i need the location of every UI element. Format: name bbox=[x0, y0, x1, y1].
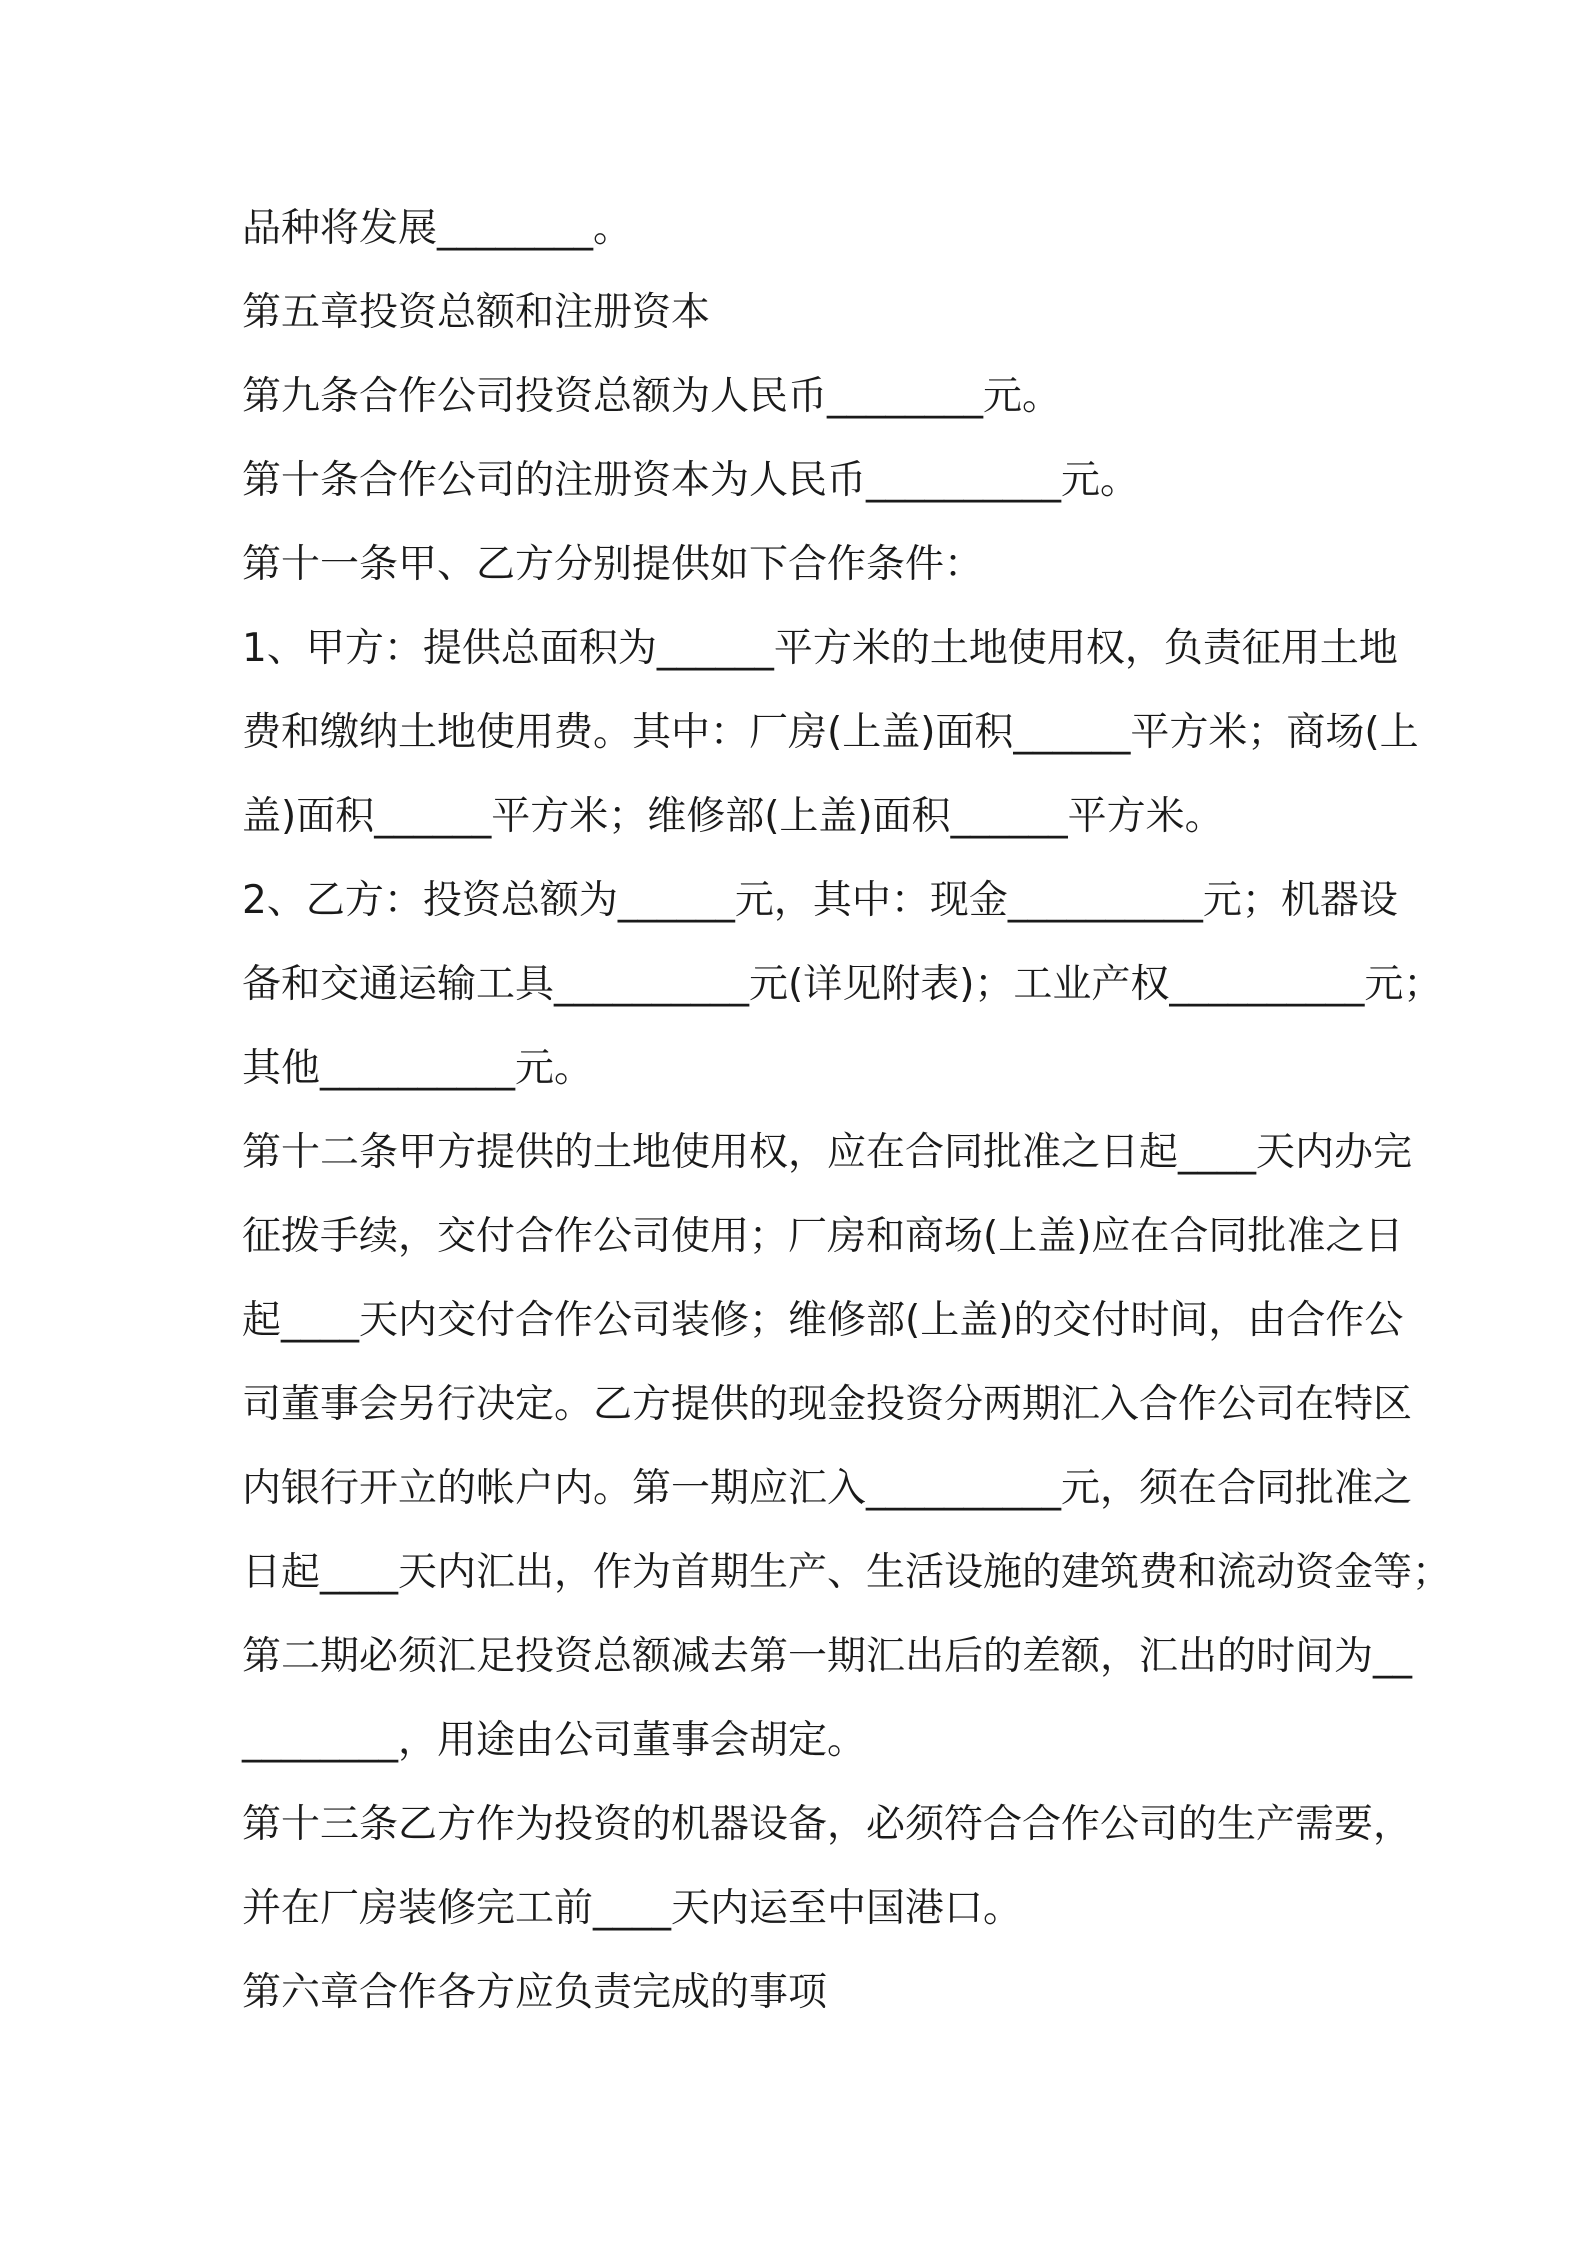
text-line: 备和交通运输工具__________元(详见附表)；工业产权__________元； bbox=[242, 962, 1443, 1007]
text-line: 司董事会另行决定。乙方提供的现金投资分两期汇入合作公司在特区 bbox=[242, 1382, 1413, 1427]
text-line: 并在厂房装修完工前____天内运至中国港口。 bbox=[242, 1886, 1023, 1931]
chapter-heading: 第六章合作各方应负责完成的事项 bbox=[242, 1970, 828, 2015]
text-line: 其他__________元。 bbox=[242, 1046, 594, 1091]
chapter-heading: 第五章投资总额和注册资本 bbox=[242, 290, 711, 335]
text-line: 征拨手续，交付合作公司使用；厂房和商场(上盖)应在合同批准之日 bbox=[242, 1214, 1404, 1259]
text-line: 第十二条甲方提供的土地使用权，应在合同批准之日起____天内办完 bbox=[242, 1130, 1413, 1175]
text-line: 品种将发展________。 bbox=[242, 206, 633, 251]
text-line: 第十条合作公司的注册资本为人民币__________元。 bbox=[242, 458, 1140, 503]
text-line: 内银行开立的帐户内。第一期应汇入__________元，须在合同批准之 bbox=[242, 1466, 1413, 1511]
text-line: 1、甲方：提供总面积为______平方米的土地使用权，负责征用土地 bbox=[242, 626, 1398, 671]
text-line: 第十一条甲、乙方分别提供如下合作条件： bbox=[242, 542, 984, 587]
text-line: 第二期必须汇足投资总额减去第一期汇出后的差额，汇出的时间为__ bbox=[242, 1634, 1413, 1679]
text-line: 盖)面积______平方米；维修部(上盖)面积______平方米。 bbox=[242, 794, 1224, 839]
text-line: 日起____天内汇出，作为首期生产、生活设施的建筑费和流动资金等； bbox=[242, 1550, 1452, 1595]
text-line: 费和缴纳土地使用费。其中：厂房(上盖)面积______平方米；商场(上 bbox=[242, 710, 1419, 755]
text-line: 第十三条乙方作为投资的机器设备，必须符合合作公司的生产需要， bbox=[242, 1802, 1413, 1847]
text-line: 第九条合作公司投资总额为人民币________元。 bbox=[242, 374, 1062, 419]
text-line: 2、乙方：投资总额为______元，其中：现金__________元；机器设 bbox=[242, 878, 1398, 923]
text-line: ________，用途由公司董事会胡定。 bbox=[242, 1718, 867, 1763]
text-line: 起____天内交付合作公司装修；维修部(上盖)的交付时间，由合作公 bbox=[242, 1298, 1404, 1343]
